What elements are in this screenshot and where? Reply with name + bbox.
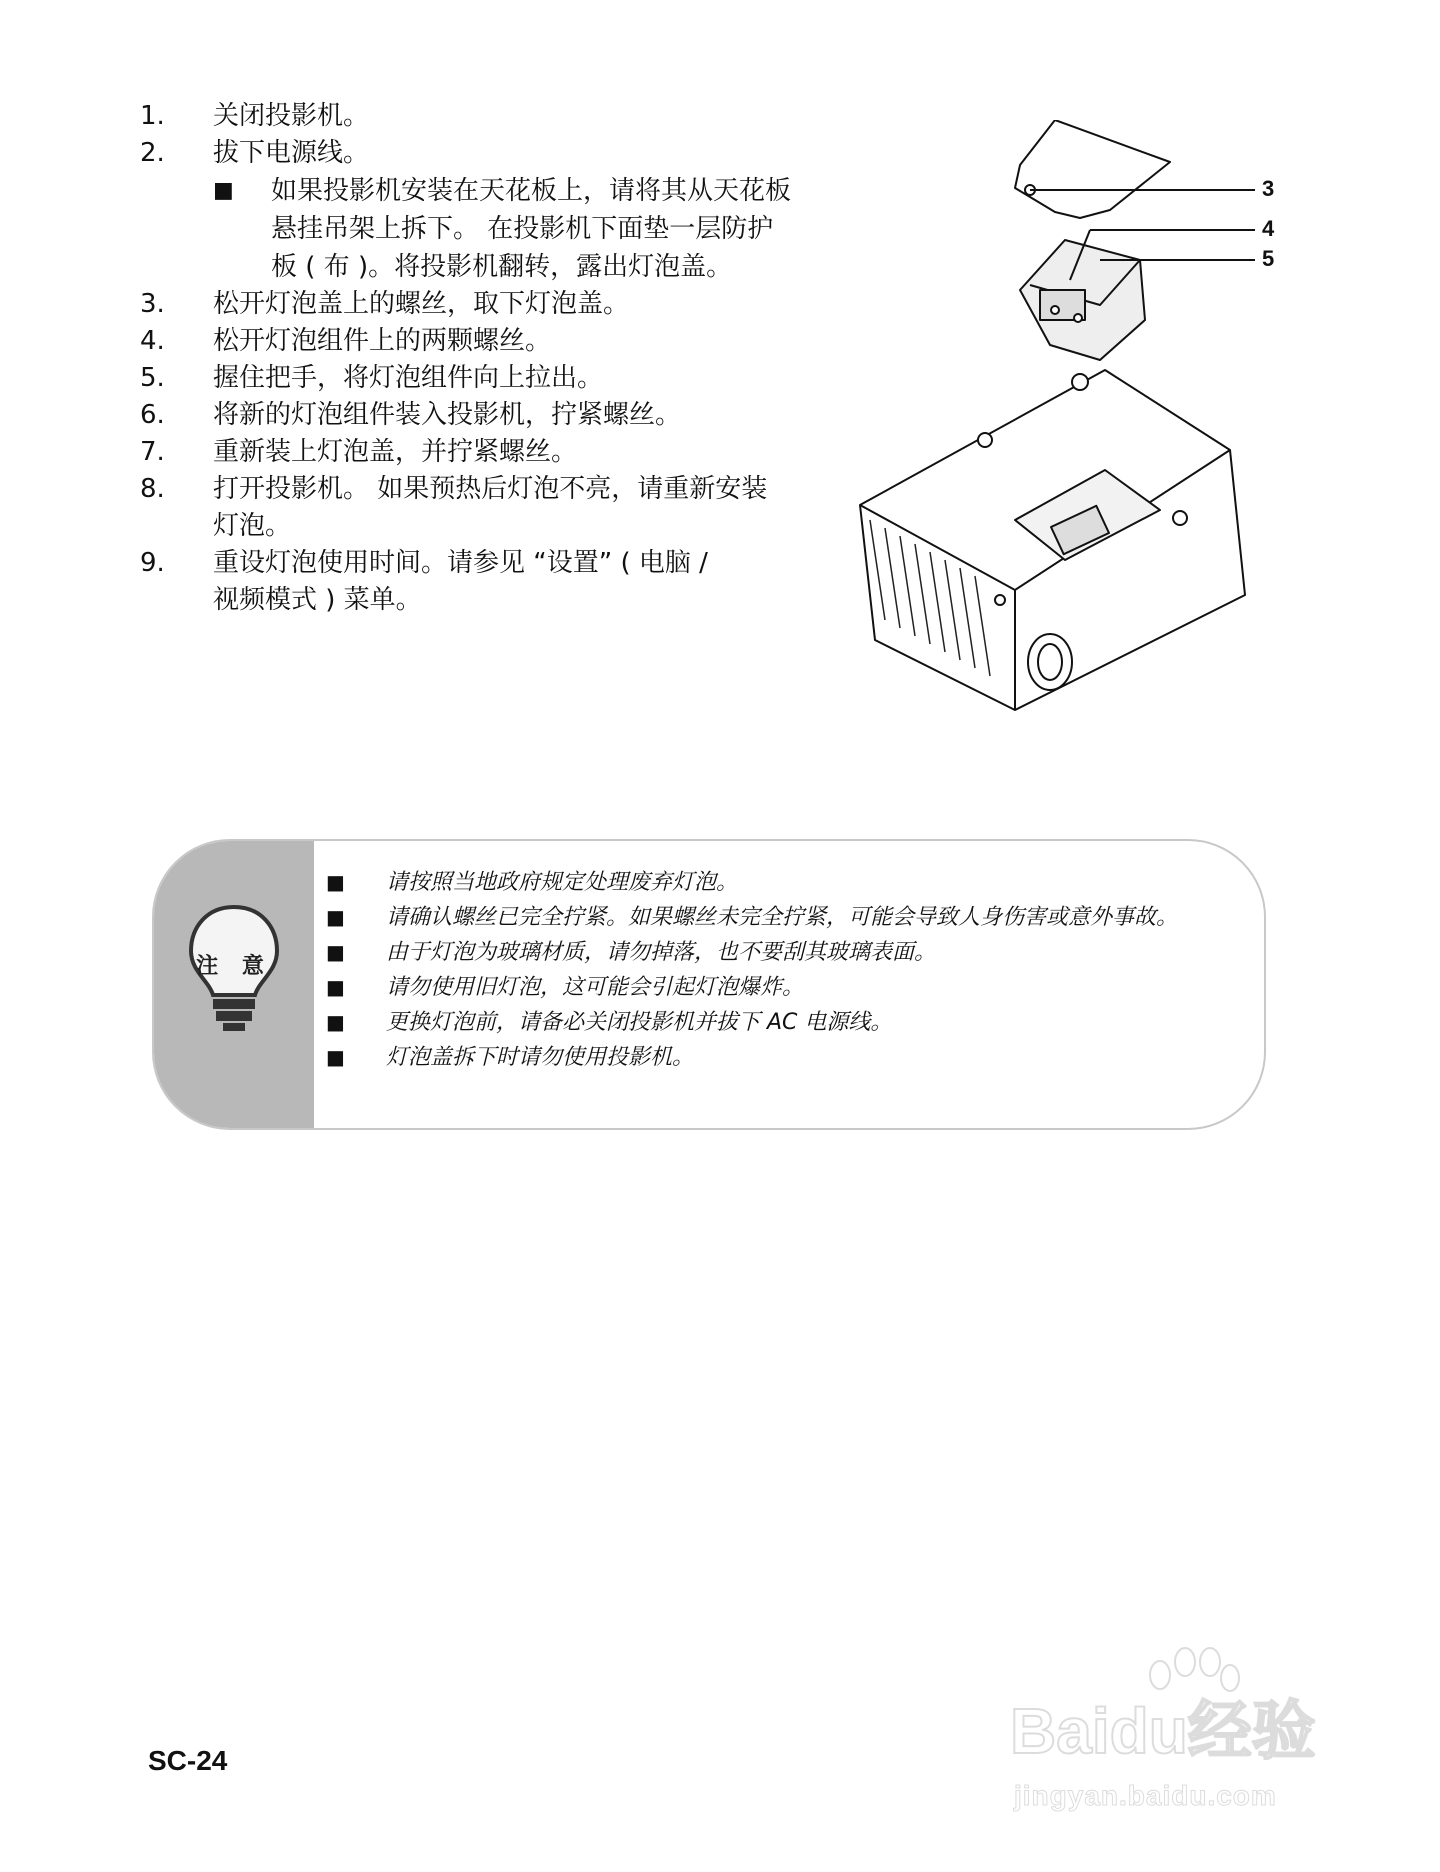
step-4 <box>140 323 800 360</box>
note-item-text: 更换灯泡前，请备必关闭投影机并拔下 AC 电源线。 <box>386 1010 893 1035</box>
step-text: 握住把手，将灯泡组件向上拉出。 <box>213 363 604 393</box>
note-item <box>326 900 1236 935</box>
step-text: 将新的灯泡组件装入投影机，拧紧螺丝。 <box>213 400 682 430</box>
step-number: 2. <box>140 138 165 168</box>
note-item-text: 请按照当地政府规定处理废弃灯泡。 <box>386 870 739 895</box>
step-number: 4. <box>140 326 165 356</box>
square-bullet-icon: ■ <box>326 1045 345 1069</box>
callout-5: 5 <box>1262 246 1275 271</box>
square-bullet-icon: ■ <box>326 1010 345 1034</box>
step-text: 重设灯泡使用时间。请参见 “设置” ( 电脑 / 视频模式 ) 菜单。 <box>213 548 708 615</box>
note-item <box>326 970 1236 1005</box>
step-number: 5. <box>140 363 165 393</box>
note-item-text: 由于灯泡为玻璃材质，请勿掉落，也不要刮其玻璃表面。 <box>386 940 937 965</box>
step-5 <box>140 360 800 397</box>
step-text: 松开灯泡盖上的螺丝，取下灯泡盖。 <box>213 289 630 319</box>
callout-4: 4 <box>1262 216 1275 241</box>
note-item-text: 灯泡盖拆下时请勿使用投影机。 <box>386 1045 695 1070</box>
note-item-text: 请勿使用旧灯泡，这可能会引起灯泡爆炸。 <box>386 975 805 1000</box>
lamp-replacement-figure <box>850 120 1290 720</box>
note-item <box>326 935 1236 970</box>
square-bullet-icon: ■ <box>326 975 345 999</box>
step-text: 关闭投影机。 <box>213 101 370 131</box>
step-text: 松开灯泡组件上的两颗螺丝。 <box>213 326 552 356</box>
note-item <box>326 1040 1236 1075</box>
step-3 <box>140 286 800 323</box>
step-number: 7. <box>140 437 165 467</box>
step-2 <box>140 135 800 172</box>
step-text: 打开投影机。 如果预热后灯泡不亮，请重新安装灯泡。 <box>213 474 768 541</box>
note-list <box>326 865 1236 1075</box>
note-item <box>326 865 1236 900</box>
step-text: 拔下电源线。 <box>213 138 370 168</box>
subnote-text: 如果投影机安装在天花板上，请将其从天花板悬挂吊架上拆下。 在投影机下面垫一层防护板 ( 布 )。将投影机翻转，露出灯泡盖。 <box>271 176 792 282</box>
square-bullet-icon: ■ <box>326 870 345 894</box>
watermark-url: jingyan.baidu.com <box>1014 1780 1277 1811</box>
step-7 <box>140 434 800 471</box>
step-number: 9. <box>140 548 165 578</box>
square-bullet-icon: ■ <box>326 905 345 929</box>
note-item <box>326 1005 1236 1040</box>
note-item-text: 请确认螺丝已完全拧紧。如果螺丝未完全拧紧，可能会导致人身伤害或意外事故。 <box>386 905 1179 930</box>
step-8 <box>140 471 800 545</box>
step-text: 重新装上灯泡盖，并拧紧螺丝。 <box>213 437 578 467</box>
note-label: 注 意 <box>196 954 272 979</box>
lamp-cover <box>1015 120 1170 218</box>
step-9 <box>140 545 800 619</box>
step-1 <box>140 98 800 135</box>
step-6 <box>140 397 800 434</box>
square-bullet-icon: ■ <box>213 178 234 203</box>
page-number: SC-24 <box>148 1745 228 1776</box>
projector-illustration <box>850 120 1290 720</box>
step-number: 8. <box>140 474 165 504</box>
step-number: 3. <box>140 289 165 319</box>
step-number: 6. <box>140 400 165 430</box>
instruction-steps <box>140 98 800 619</box>
step-2-subnote <box>213 172 800 286</box>
caution-note-box <box>152 839 1266 1130</box>
square-bullet-icon: ■ <box>326 940 345 964</box>
callout-3: 3 <box>1262 176 1275 201</box>
watermark <box>1010 1640 1370 1840</box>
note-sidebar <box>154 841 314 1128</box>
step-number: 1. <box>140 101 165 131</box>
watermark-brand: Baidu经验 <box>1010 1695 1316 1767</box>
